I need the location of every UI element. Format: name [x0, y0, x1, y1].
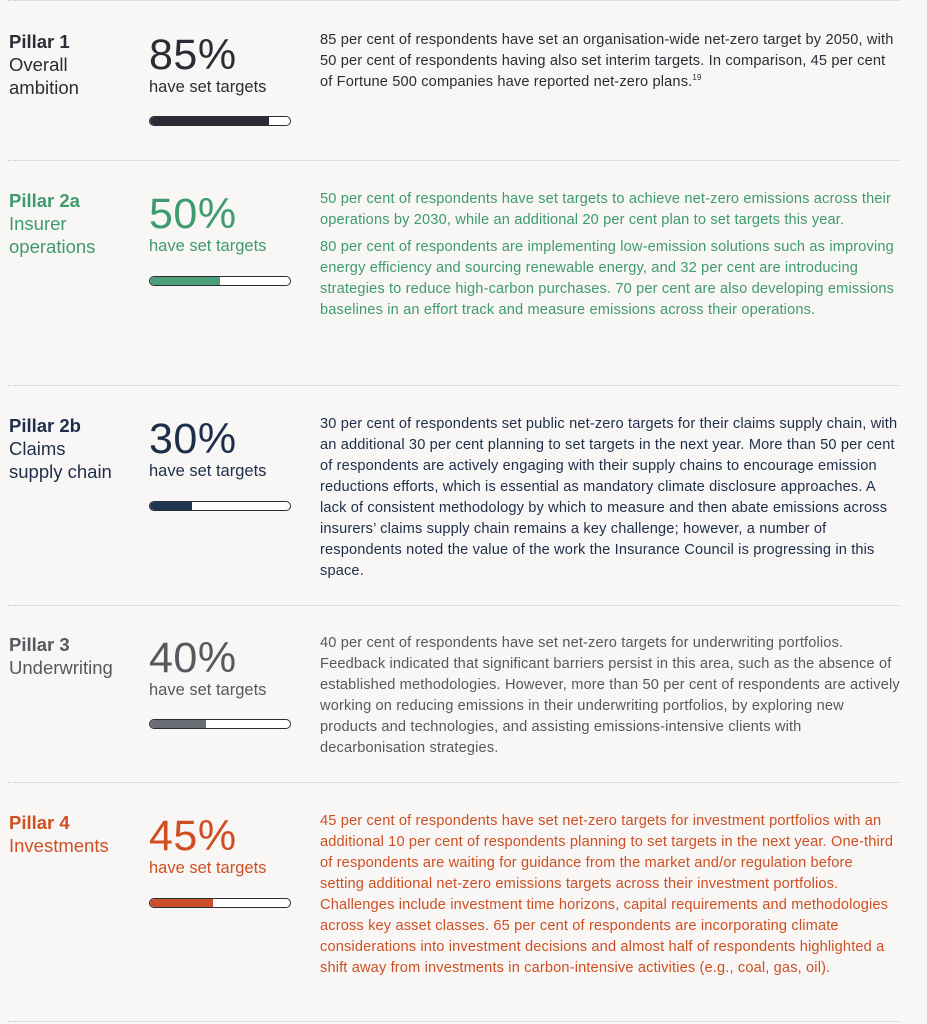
- pillar-stat: [149, 30, 309, 97]
- divider: [8, 605, 900, 606]
- paragraph: 40 per cent of respondents have set net-zero targets for underwriting portfolios. Feedback indicated that significant barriers persist in this area, such as the absence of established methodologies. However, more than 50 per cent of respondents are actively working on reducing emissions in their underwriting portfolios, by exploring new products and technologies, and assisting emissions-intensive clients with decarbonisation strategies.: [320, 635, 900, 756]
- paragraph: 30 per cent of respondents set public net-zero targets for their claims supply chain, with an additional 30 per cent planning to set targets in the next year. More than 50 per cent of respondents are actively engaging with their supply chains to encourage emission reductions efforts, which is essential as mandatory climate disclosure approaches. A lack of consistent methodology by which to measure and then abate emissions across insurers’ claims supply chain remains a key challenge; however, a number of respondents noted the value of the work the Insurance Council is progressing in this space.: [320, 416, 898, 579]
- progress-bar-fill: [150, 720, 206, 728]
- pillar-stat: [149, 414, 309, 481]
- pillar-name-line: Claims: [9, 438, 66, 459]
- percent-caption: have set targets: [149, 237, 267, 255]
- paragraph: 50 per cent of respondents have set targets to achieve net-zero emissions across their operations by 2030, while an additional 20 per cent plan to set targets this year.: [320, 191, 892, 228]
- progress-bar: [149, 898, 291, 908]
- pillar-name-line: supply chain: [9, 461, 112, 482]
- pillar-name-line: Insurer: [9, 213, 67, 234]
- percent-value: 40%: [149, 634, 237, 682]
- percent-caption: have set targets: [149, 859, 267, 877]
- pillar-name-line: operations: [9, 236, 96, 257]
- footnote-marker: 19: [692, 73, 702, 83]
- paragraph: 45 per cent of respondents have set net-zero targets for investment portfolios with an additional 10 per cent of respondents planning to set targets in the next year. One-third of respondents are waiting for guidance from the market and/or regulation before setting additional net-zero emissions targets across their investment portfolios. Challenges include investment time horizons, capital requirements and methodologies across key asset classes. 65 per cent of respondents are incorporating climate considerations into investment decisions and almost half of respondents highlighted a shift away from investments in carbon-intensive activities (e.g., coal, gas, oil).: [320, 813, 894, 976]
- pillar-description: [320, 811, 900, 979]
- progress-bar: [149, 116, 291, 126]
- divider: [8, 782, 900, 783]
- progress-bar-fill: [150, 502, 192, 510]
- percent-value: 30%: [149, 415, 237, 463]
- pillar-label: [9, 189, 144, 258]
- progress-bar: [149, 276, 291, 286]
- divider: [8, 0, 900, 1]
- percent-caption: have set targets: [149, 681, 267, 699]
- pillar-stat: [149, 811, 309, 878]
- pillar-label: [9, 811, 144, 857]
- pillar-label: [9, 30, 144, 99]
- progress-bar: [149, 719, 291, 729]
- divider: [8, 1021, 900, 1022]
- percent-value: 45%: [149, 812, 237, 860]
- pillar-name-line: Underwriting: [9, 657, 113, 678]
- percent-value: 50%: [149, 190, 237, 238]
- pillar-description: [320, 633, 900, 759]
- percent-caption: have set targets: [149, 462, 267, 480]
- pillar-stat: [149, 189, 309, 256]
- paragraph: 80 per cent of respondents are implementing low-emission solutions such as improving energy efficiency and sourcing renewable energy, and 32 per cent are introducing strategies to reduce high-carbon purchases. 70 per cent are also developing emissions baselines in an effort track and measure emissions across their operations.: [320, 239, 895, 318]
- pillar-name-line: Overall: [9, 54, 68, 75]
- pillar-number: Pillar 4: [9, 812, 70, 833]
- percent-value: 85%: [149, 31, 237, 79]
- pillar-name-line: Investments: [9, 835, 109, 856]
- divider: [8, 385, 900, 386]
- pillar-label: [9, 633, 144, 679]
- progress-bar: [149, 501, 291, 511]
- pillar-label: [9, 414, 144, 483]
- pillar-number: Pillar 1: [9, 31, 70, 52]
- percent-caption: have set targets: [149, 78, 267, 96]
- pillar-stat: [149, 633, 309, 700]
- divider: [8, 160, 900, 161]
- paragraph: 85 per cent of respondents have set an organisation-wide net-zero target by 2050, with 50 per cent of respondents having also set interim targets. In comparison, 45 per cent of Fortune 500 companies have reported net-zero plans.: [320, 32, 894, 90]
- pillar-description: [320, 30, 900, 93]
- progress-bar-fill: [150, 277, 220, 285]
- pillar-name-line: ambition: [9, 77, 79, 98]
- pillar-number: Pillar 3: [9, 634, 70, 655]
- progress-bar-fill: [150, 899, 213, 907]
- pillar-description: [320, 414, 900, 582]
- pillar-description: [320, 189, 900, 321]
- progress-bar-fill: [150, 117, 269, 125]
- pillar-number: Pillar 2a: [9, 190, 80, 211]
- pillar-number: Pillar 2b: [9, 415, 81, 436]
